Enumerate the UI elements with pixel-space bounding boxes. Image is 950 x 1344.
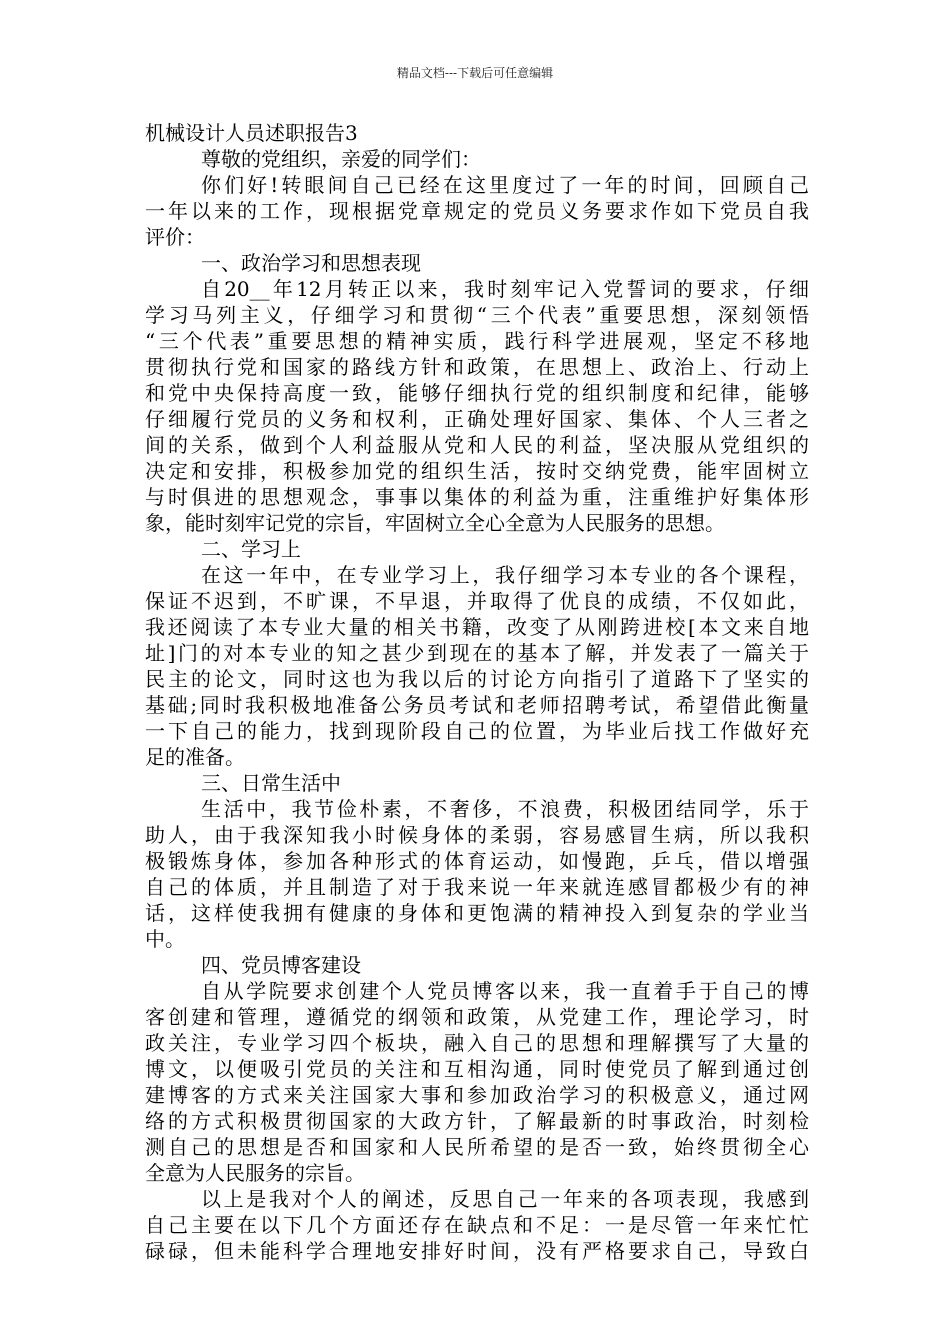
text-line: 自20__年12月转正以来，我时刻牢记入党誓词的要求，仔细 xyxy=(201,277,809,301)
text-line: 民主的论文，同时这也为我以后的讨论方向指引了道路下了坚实的 xyxy=(145,667,809,691)
text-line: 与时俱进的思想观念，事事以集体的利益为重，注重维护好集体形 xyxy=(145,485,809,509)
text-line: 在这一年中，在专业学习上，我仔细学习本专业的各个课程， xyxy=(201,563,809,587)
text-line: 自己的体质，并且制造了对于我来说一年来就连感冒都极少有的神 xyxy=(145,875,809,899)
text-line: 贯彻执行党和国家的路线方针和政策，在思想上、政治上、行动上 xyxy=(145,355,809,379)
text-line: 极锻炼身体，参加各种形式的体育运动，如慢跑，乒乓，借以增强 xyxy=(145,849,809,873)
text-line: 象，能时刻牢记党的宗旨，牢固树立全心全意为人民服务的思想。 xyxy=(145,511,725,535)
text-line: 碌碌，但未能科学合理地安排好时间，没有严格要求自己，导致白 xyxy=(145,1239,809,1263)
text-line: 一、政治学习和思想表现 xyxy=(201,251,421,275)
text-line: 助人，由于我深知我小时候身体的柔弱，容易感冒生病，所以我积 xyxy=(145,823,809,847)
text-line: 学习马列主义，仔细学习和贯彻“三个代表”重要思想，深刻领悟 xyxy=(145,303,809,327)
text-line: 保证不迟到，不旷课，不早退，并取得了优良的成绩，不仅如此， xyxy=(145,589,809,613)
text-line: 足的准备。 xyxy=(145,745,245,769)
text-line: 决定和安排，积极参加党的组织生活，按时交纳党费，能牢固树立 xyxy=(145,459,809,483)
text-line: 四、党员博客建设 xyxy=(201,953,361,977)
text-line: 我还阅读了本专业大量的相关书籍，改变了从刚跨进校[本文来自地 xyxy=(145,615,809,639)
text-line: 三、日常生活中 xyxy=(201,771,341,795)
text-line: 间的关系，做到个人利益服从党和人民的利益，坚决服从党组织的 xyxy=(145,433,809,457)
text-line: 址]门的对本专业的知之甚少到现在的基本了解，并发表了一篇关于 xyxy=(145,641,809,665)
text-line: 仔细履行党员的义务和权利，正确处理好国家、集体、个人三者之 xyxy=(145,407,809,431)
text-line: 自己主要在以下几个方面还存在缺点和不足：一是尽管一年来忙忙 xyxy=(145,1213,809,1237)
text-line: 建博客的方式来关注国家大事和参加政治学习的积极意义，通过网 xyxy=(145,1083,809,1107)
text-line: 和党中央保持高度一致，能够仔细执行党的组织制度和纪律，能够 xyxy=(145,381,809,405)
header-note: 精品文档---下载后可任意编辑 xyxy=(396,66,554,80)
document-body xyxy=(145,120,809,1264)
text-line: 络的方式积极贯彻国家的大政方针，了解最新的时事政治，时刻检 xyxy=(145,1109,809,1133)
text-line: 一下自己的能力，找到现阶段自己的位置，为毕业后找工作做好充 xyxy=(145,719,809,743)
text-line: 尊敬的党组织，亲爱的同学们： xyxy=(201,147,481,171)
text-line: “三个代表”重要思想的精神实质，践行科学进展观，坚定不移地 xyxy=(145,329,809,353)
text-line: 一年以来的工作，现根据党章规定的党员义务要求作如下党员自我 xyxy=(145,199,809,223)
text-line: 基础;同时我积极地准备公务员考试和老师招聘考试，希望借此衡量 xyxy=(145,693,809,717)
text-line: 全意为人民服务的宗旨。 xyxy=(145,1161,365,1185)
text-line: 二、学习上 xyxy=(201,537,301,561)
text-line: 客创建和管理，遵循党的纲领和政策，从党建工作，理论学习，时 xyxy=(145,1005,809,1029)
text-line: 以上是我对个人的阐述，反思自己一年来的各项表现，我感到 xyxy=(201,1187,809,1211)
text-line: 话，这样使我拥有健康的身体和更饱满的精神投入到复杂的学业当 xyxy=(145,901,809,925)
text-line: 评价： xyxy=(145,225,205,249)
text-line: 博文，以便吸引党员的关注和互相沟通，同时使党员了解到通过创 xyxy=(145,1057,809,1081)
text-line: 自从学院要求创建个人党员博客以来，我一直着手于自己的博 xyxy=(201,979,809,1003)
text-line: 中。 xyxy=(145,927,185,951)
text-line: 你们好!转眼间自己已经在这里度过了一年的时间，回顾自己 xyxy=(201,173,809,197)
document-title: 机械设计人员述职报告3 xyxy=(145,121,358,145)
text-line: 测自己的思想是否和国家和人民所希望的是否一致，始终贯彻全心 xyxy=(145,1135,809,1159)
text-line: 政关注，专业学习四个板块，融入自己的思想和理解撰写了大量的 xyxy=(145,1031,809,1055)
text-line: 生活中，我节俭朴素，不奢侈，不浪费，积极团结同学，乐于 xyxy=(201,797,809,821)
